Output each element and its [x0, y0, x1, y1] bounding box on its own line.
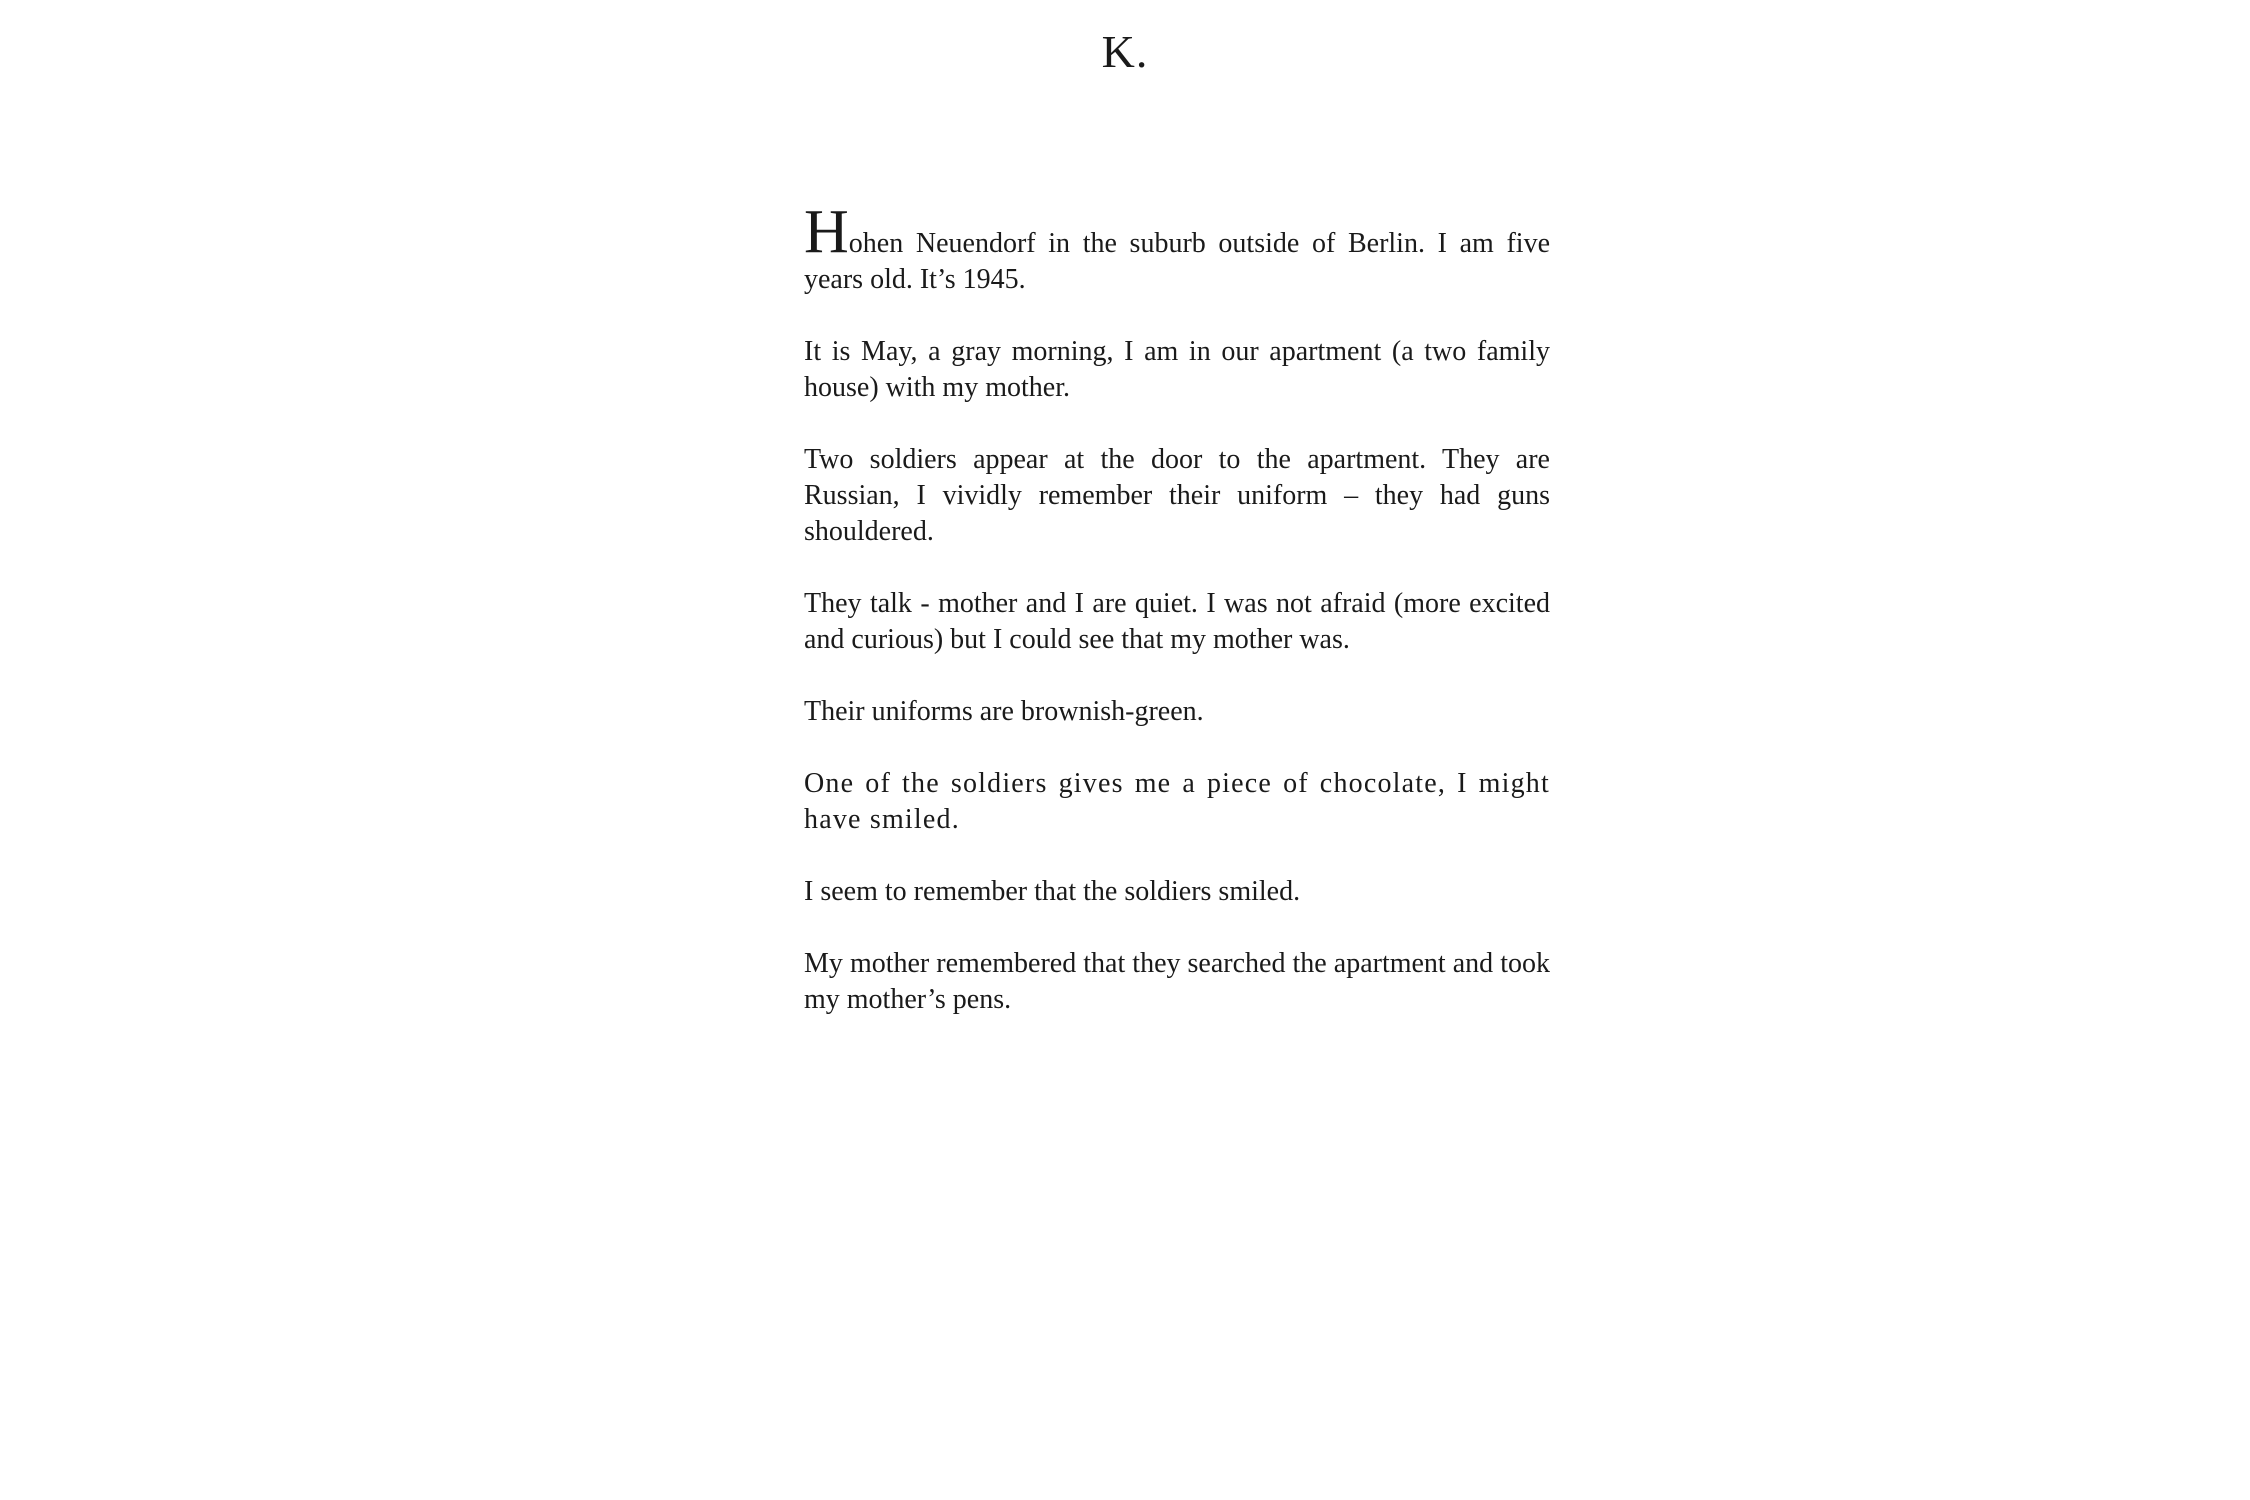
- paragraph-4: They talk - mother and I are quiet. I was not afraid (more excited and curious) but I could see that my mother was.: [804, 588, 1550, 655]
- paragraph-8: My mother remembered that they searched the apartment and took my mother’s pens.: [804, 948, 1550, 1015]
- page-title: K.: [1101, 26, 1149, 77]
- paragraph-3: Two soldiers appear at the door to the apartment. They are Russian, I vividly remember their uniform – they had guns shouldered.: [804, 444, 1550, 547]
- paragraph-1: [804, 198, 1550, 298]
- drop-cap: H: [804, 198, 849, 266]
- paragraph-1-text: ohen Neuendorf in the suburb outside of Berlin. I am five years old. It’s 1945.: [804, 228, 1550, 295]
- paragraph-7: I seem to remember that the soldiers smiled.: [804, 876, 1301, 907]
- paragraph-6: One of the soldiers gives me a piece of chocolate, I might have smiled.: [804, 768, 1550, 835]
- paragraph-5: Their uniforms are brownish-green.: [804, 696, 1204, 727]
- story-body: [804, 198, 1550, 1054]
- paragraph-2: It is May, a gray morning, I am in our apartment (a two family house) with my mother.: [804, 336, 1550, 403]
